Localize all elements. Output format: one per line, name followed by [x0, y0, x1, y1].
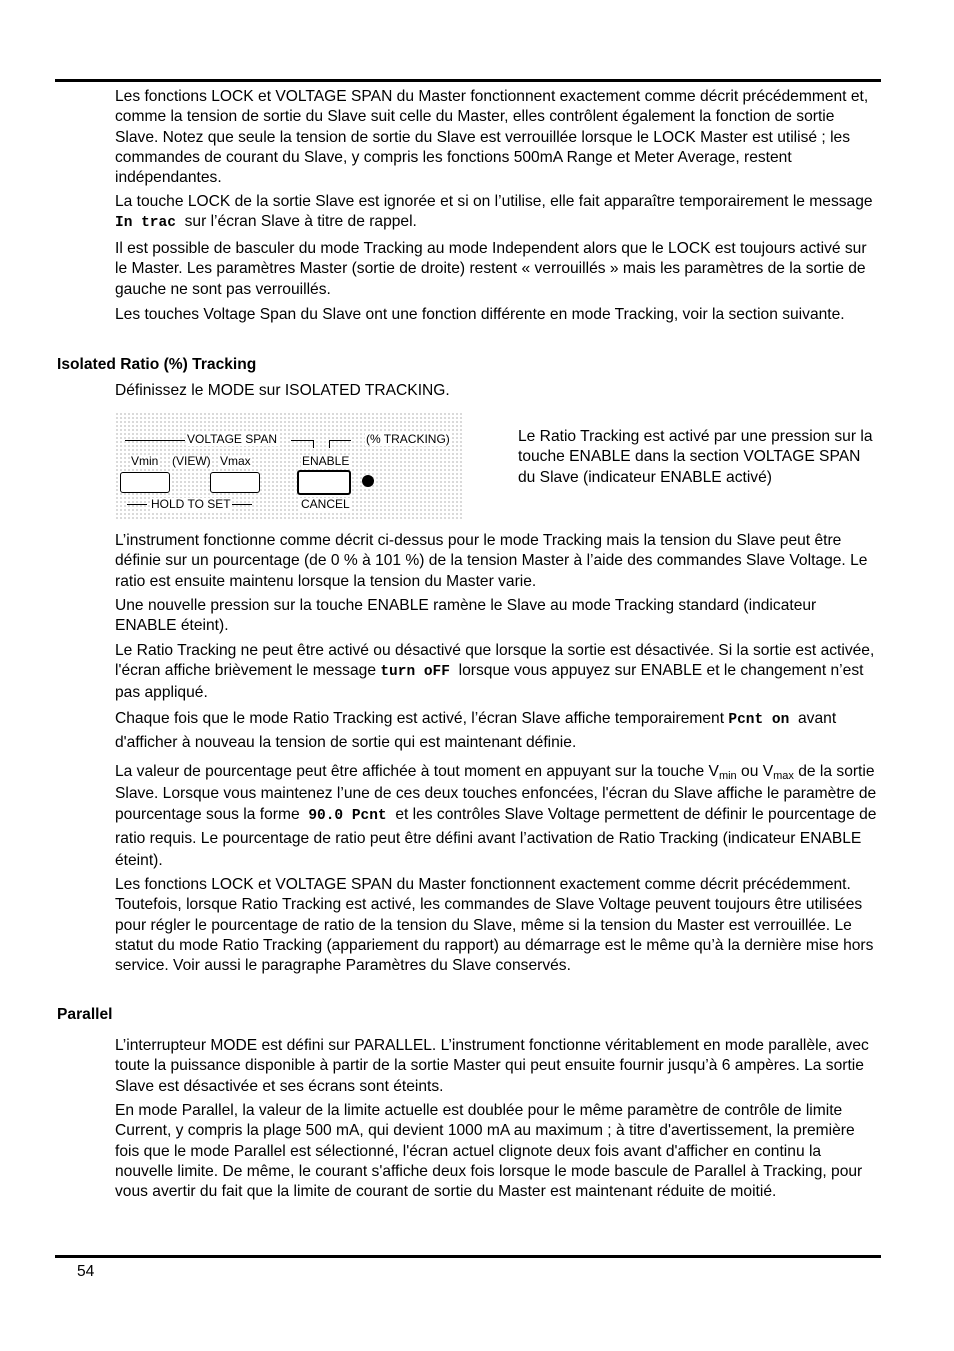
display-message-90-pcnt: 90.0 Pcnt [308, 808, 387, 825]
page-number: 54 [77, 1263, 95, 1280]
ratio-tracking-heading: Isolated Ratio (%) Tracking [57, 356, 257, 373]
display-message-pcnt-on: Pcnt on [728, 712, 790, 728]
voltage-span-panel-diagram [115, 412, 463, 520]
panel-tick-right [329, 440, 330, 448]
display-message-turn-off: turn oFF [380, 664, 450, 681]
panel-label-vmin: Vmin [131, 454, 159, 468]
parallel-paragraph-1: L’interrupteur MODE est défini sur PARALLEL. L’instrument fonctionne véritablement en mode parallèle, avec toute la puissance disponible à partir de la sortie Master qui peut ensuite fournir jusqu’à 6 ampères. La sortie Slave est désactivée et ses écrans sont éteints. [115, 1037, 869, 1095]
bottom-rule [55, 1255, 881, 1258]
panel-label-hold-to-set: HOLD TO SET [151, 497, 231, 511]
ratio-side-text: Le Ratio Tracking est activé par une pression sur la touche ENABLE dans la section VOLTAGE SPAN du Slave (indicateur ENABLE activé) [518, 428, 873, 486]
ratio-paragraph-3: Le Ratio Tracking ne peut être activé ou désactivé que lorsque la sortie est désactivée. Si la sortie est activée, l'écran affiche brièvement le message turn oFF lorsque vous appuyez sur ENABLE et le changement n’est pas appliqué. [115, 642, 875, 701]
top-rule [55, 79, 881, 82]
enable-key[interactable] [297, 470, 351, 495]
ratio-paragraph-1: L’instrument fonctionne comme décrit ci-dessus pour le mode Tracking mais la tension du Slave peut être définie sur un pourcentage (de 0 % à 101 %) de la tension Master à l’aide des commandes Slave Voltage. Le ratio est ensuite maintenu lorsque la tension du Master varie. [115, 532, 868, 590]
panel-label-enable: ENABLE [302, 454, 350, 468]
enable-indicator-led [362, 475, 374, 487]
panel-label-vmax: Vmax [220, 454, 251, 468]
intro-paragraph-1: Les fonctions LOCK et VOLTAGE SPAN du Master fonctionnent exactement comme décrit précédemment et, comme la tension de sortie du Slave suit celle du Master, elles contrôlent également la fonction de sortie Slave. Notez que seule la tension de sortie du Slave est verrouillée lorsque le LOCK Master est utilisé ; les commandes de courant du Slave, y compris les fonctions 500mA Range et Meter Average, restent indépendantes. [115, 88, 869, 187]
intro-paragraph-2: La touche LOCK de la sortie Slave est ignorée et si on l’utilise, elle fait apparaître temporairement le message In trac sur l’écran Slave à titre de rappel. [115, 193, 873, 232]
parallel-paragraph-2: En mode Parallel, la valeur de la limite actuelle est doublée pour le même paramètre de contrôle de limite Current, y compris la plage 500 mA, qui devient 1000 mA au maximum ; à titre d'avertissement, la première fois que le mode Parallel est sélectionné, l'écran actuel clignote deux fois avant d'afficher en continu la nouvelle limite. De même, le courant s'affiche deux fois lorsque le mode bascule de Parallel à Tracking, pour vous avertir du fait que la limite de courant de sortie du Master est maintenant réduite de moitié. [115, 1102, 863, 1201]
panel-label-cancel: CANCEL [301, 497, 350, 511]
vmax-key[interactable] [210, 472, 260, 493]
ratio-paragraph-4: Chaque fois que le mode Ratio Tracking est activé, l’écran Slave affiche temporairement Pcnt on avant d'afficher à nouveau la tension de sortie qui est maintenant définie. [115, 710, 837, 751]
ratio-setup-text: Définissez le MODE sur ISOLATED TRACKING. [115, 382, 450, 399]
panel-line-right [329, 440, 351, 441]
ratio-paragraph-5: La valeur de pourcentage peut être affichée à tout moment en appuyant sur la touche $V_{min}$ ou $V_{max}$ de la sortie Slave. Lorsque vous maintenez l’une de ces deux touches enfoncées, l'écran du Slave affiche le paramètre de pourcentage sous la forme 90.0 Pcnt et les contrôles Slave Voltage permettent de définir le pourcentage de ratio requis. Le pourcentage de ratio peut être défini avant l’activation de Ratio Tracking (indicateur ENABLE éteint). [115, 763, 877, 869]
vmin-key[interactable] [120, 472, 170, 493]
parallel-heading: Parallel [57, 1006, 113, 1023]
intro-paragraph-4: Les touches Voltage Span du Slave ont une fonction différente en mode Tracking, voir la section suivante. [115, 306, 845, 323]
display-message-in-trac: In trac [115, 215, 176, 232]
ratio-paragraph-6: Les fonctions LOCK et VOLTAGE SPAN du Master fonctionnent exactement comme décrit précédemment. Toutefois, lorsque Ratio Tracking est activé, les commandes de Slave Voltage peuvent toujours être utilisées pour régler le pourcentage de ratio de la tension du Slave, même si la tension du Master est verrouillée. Le statut du mode Ratio Tracking (appariement du rapport) au démarrage est le même qu’à la dernière mise hors service. Voir aussi le paragraphe Paramètres du Slave conservés. [115, 876, 874, 975]
hold-line-right [232, 504, 252, 505]
panel-label-tracking: (% TRACKING) [366, 432, 450, 446]
panel-line-mid [291, 440, 313, 441]
panel-tick-left [313, 440, 314, 448]
hold-line-left [127, 504, 147, 505]
panel-line-left [125, 440, 185, 441]
panel-label-voltage-span: VOLTAGE SPAN [187, 432, 278, 446]
panel-label-view: (VIEW) [172, 454, 211, 468]
intro-paragraph-3: Il est possible de basculer du mode Tracking au mode Independent alors que le LOCK est toujours activé sur le Master. Les paramètres Master (sortie de droite) restent « verrouillés » mais les paramètres de la sortie de gauche ne sont pas verrouillés. [115, 240, 867, 298]
ratio-paragraph-2: Une nouvelle pression sur la touche ENABLE ramène le Slave au mode Tracking standard (indicateur ENABLE éteint). [115, 597, 817, 635]
